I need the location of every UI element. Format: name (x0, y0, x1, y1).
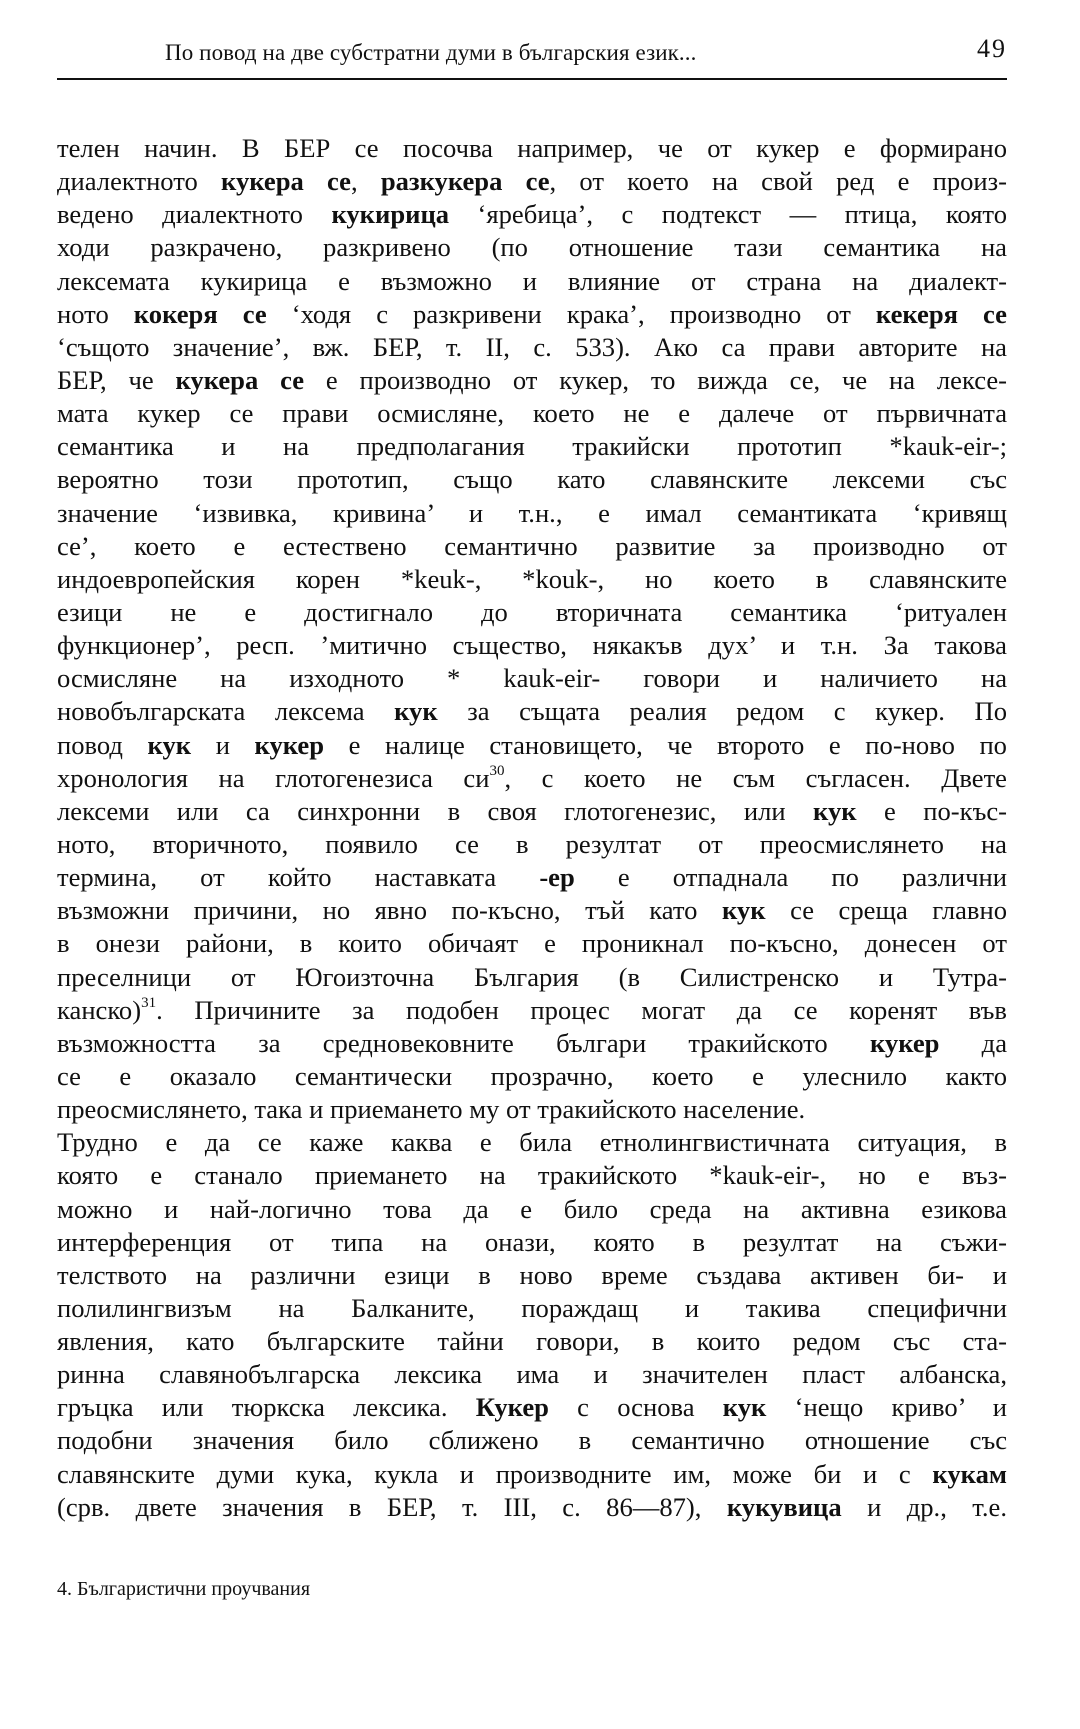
text-run: осмисляне на изходното * kauk-eir- говори и наличието на (57, 663, 1007, 694)
text-run: БЕР, че (57, 364, 176, 395)
text-line (57, 1325, 1007, 1358)
text-line (57, 1259, 1007, 1292)
text-run: новобългарската лексема (57, 696, 395, 727)
page-header (57, 34, 1007, 80)
bold-term: Кукер (475, 1392, 549, 1423)
text-line (57, 497, 1007, 530)
text-run: термина, от който наставката (57, 862, 540, 893)
bold-term: кокеря се (133, 298, 267, 329)
page-number: 49 (977, 34, 1007, 63)
text-line (57, 994, 1007, 1027)
text-run: , (350, 166, 381, 197)
text-line (57, 463, 1007, 496)
text-line (57, 629, 1007, 662)
text-run: Трудно е да се каже каква е била етнолингвистичната ситуация, в (57, 1127, 1007, 1158)
text-run: се’, което е естествено семантично развитие за производно от (57, 530, 1007, 561)
text-run: хронология на глотогенезиса си (57, 762, 490, 793)
text-run: в онези райони, в които обичаят е проникнал по-късно, донесен от (57, 928, 1007, 959)
text-line (57, 1093, 1007, 1126)
footer-signature: 4. Българистични проучвания (57, 1578, 311, 1600)
text-line (57, 1424, 1007, 1457)
text-run: (срв. двете значения в БЕР, т. III, с. 86—87), (57, 1491, 727, 1522)
text-run: възможни причини, но явно по-късно, тъй като (57, 895, 722, 926)
text-run: диалектното (57, 166, 222, 197)
text-line (57, 364, 1007, 397)
text-line (57, 1027, 1007, 1060)
text-run: с основа (548, 1392, 723, 1423)
bold-term: кук (721, 895, 766, 926)
text-run: се среща главно (765, 895, 1007, 926)
text-line (57, 231, 1007, 264)
body-text (57, 132, 1007, 1524)
bold-term: кукер (869, 1027, 940, 1058)
text-run: канско) (57, 994, 142, 1025)
text-line (57, 1126, 1007, 1159)
bold-term: кукера се (175, 364, 305, 395)
text-run: езици не е достигнало до вторичната семантика ‘ритуален (57, 596, 1007, 627)
text-line (57, 1391, 1007, 1424)
footnote-ref: 31 (141, 994, 157, 1011)
bold-term: кук (147, 729, 192, 760)
text-line (57, 1193, 1007, 1226)
text-run: лексеми или са синхронни в своя глотогенезис, или (57, 795, 814, 826)
text-line (57, 198, 1007, 231)
text-run: индоевропейския корен *keuk-, *kouk-, но което в славянските (57, 563, 1007, 594)
text-line (57, 1458, 1007, 1491)
text-line (57, 397, 1007, 430)
text-line (57, 1292, 1007, 1325)
text-run: семантика и на предполагания тракийски прототип *kauk-eir-; (57, 431, 1007, 462)
text-run: ното (57, 298, 134, 329)
text-run: е производно от кукер, то вижда се, че на лексе- (304, 364, 1008, 395)
text-run: ринна славянобългарска лексика има и значителен пласт албанска, (57, 1359, 1007, 1390)
text-run: функционер’, респ. ’митично същество, някакъв дух’ и т.н. За такова (57, 630, 1007, 661)
bold-term: кук (394, 696, 438, 727)
text-run: ходи разкрачено, разкривено (по отношение тази семантика на (57, 232, 1007, 263)
bold-term: кукам (932, 1458, 1007, 1489)
text-line (57, 894, 1007, 927)
text-run: за същата реалия редом с кукер. По (437, 696, 1007, 727)
text-run: преселници от Югоизточна България (в Силистренско и Тутра- (57, 961, 1007, 992)
text-line (57, 762, 1007, 795)
text-line (57, 563, 1007, 596)
text-run: явления, като българските тайни говори, в които редом със ста- (57, 1326, 1007, 1357)
text-run: ното, вторичното, появило се в резултат от преосмислянето на (57, 828, 1007, 859)
text-run: която е станало приемането на тракийското *kauk-eir-, но е въз- (57, 1160, 1007, 1191)
text-run: ‘нещо криво’ и (766, 1392, 1008, 1423)
text-run: възможността за средновековните българи тракийското (57, 1027, 870, 1058)
text-run: и (191, 729, 255, 760)
bold-term: кукера се (221, 166, 351, 197)
text-run: ‘ходя с разкривени крака’, производно от (266, 298, 876, 329)
text-line (57, 298, 1007, 331)
text-line (57, 1060, 1007, 1093)
bold-term: кук (722, 1392, 767, 1423)
text-line (57, 165, 1007, 198)
text-run: лексемата кукирица е възможно и влияние от страна на диалект- (57, 265, 1007, 296)
text-line (57, 927, 1007, 960)
text-run: да (939, 1027, 1008, 1058)
text-run: гръцка или тюркска лексика. (57, 1392, 476, 1423)
text-run: телен начин. В БЕР се посочва например, че от кукер е формирано (57, 133, 1007, 163)
text-run: е по-къс- (856, 795, 1007, 826)
text-line (57, 1491, 1007, 1524)
bold-term: кукер (254, 729, 325, 760)
text-run: е налице становището, че второто е по-ново по (324, 729, 1007, 760)
text-line (57, 861, 1007, 894)
footnote-ref: 30 (489, 762, 505, 779)
text-line (57, 695, 1007, 728)
text-line (57, 828, 1007, 861)
text-line (57, 430, 1007, 463)
text-line (57, 132, 1007, 165)
text-line (57, 729, 1007, 762)
text-run: вероятно този прототип, също като славянските лексеми със (57, 464, 1007, 495)
text-line (57, 795, 1007, 828)
text-run: . Причините за подобен процес могат да се коренят във (156, 994, 1007, 1025)
text-line (57, 961, 1007, 994)
text-line (57, 1159, 1007, 1192)
bold-term: кекеря се (875, 298, 1007, 329)
text-run: и др., т.е. (841, 1491, 1007, 1522)
text-run: ‘същото значение’, вж. БЕР, т. II, с. 533). Ако са прави авторите на (57, 331, 1007, 362)
bold-term: -ер (539, 862, 575, 893)
text-run: е отпаднала по различни (574, 862, 1007, 893)
bold-term: кукирица (331, 199, 450, 230)
text-run: повод (57, 729, 148, 760)
text-run: преосмислянето, така и приемането му от тракийското население. (57, 1094, 806, 1125)
text-line (57, 596, 1007, 629)
text-line (57, 1358, 1007, 1391)
text-run: , от което на свой ред е произ- (549, 166, 1008, 197)
bold-term: разкукера се (380, 166, 550, 197)
text-run: ведено диалектното (57, 199, 332, 230)
text-run: телството на различни езици в ново време създава активен би- и (57, 1259, 1007, 1290)
text-line (57, 1226, 1007, 1259)
text-run: ‘яребица’, с подтекст — птица, която (449, 199, 1007, 230)
bold-term: кук (813, 795, 857, 826)
text-run: подобни значения било сближено в семантично отношение със (57, 1425, 1007, 1456)
text-line (57, 331, 1007, 364)
text-line (57, 530, 1007, 563)
text-run: славянските думи кука, кукла и производните им, може би и с (57, 1458, 933, 1489)
text-run: можно и най-логично това да е било среда на активна езикова (57, 1193, 1007, 1224)
text-run: интерференция от типа на онази, която в резултат на съжи- (57, 1226, 1007, 1257)
bold-term: кукувица (726, 1491, 842, 1522)
text-line (57, 662, 1007, 695)
text-run: се е оказало семантически прозрачно, което е улеснило както (57, 1060, 1007, 1091)
text-run: , с което не съм съгласен. Двете (504, 762, 1007, 793)
text-run: значение ‘извивка, кривина’ и т.н., е имал семантиката ‘кривящ (57, 497, 1007, 528)
running-title: По повод на две субстратни думи в българския език... (165, 40, 697, 65)
text-run: полилингвизъм на Балканите, пораждащ и такива специфични (57, 1292, 1007, 1323)
text-line (57, 265, 1007, 298)
text-run: мата кукер се прави осмисляне, което не е далече от първичната (57, 398, 1007, 429)
